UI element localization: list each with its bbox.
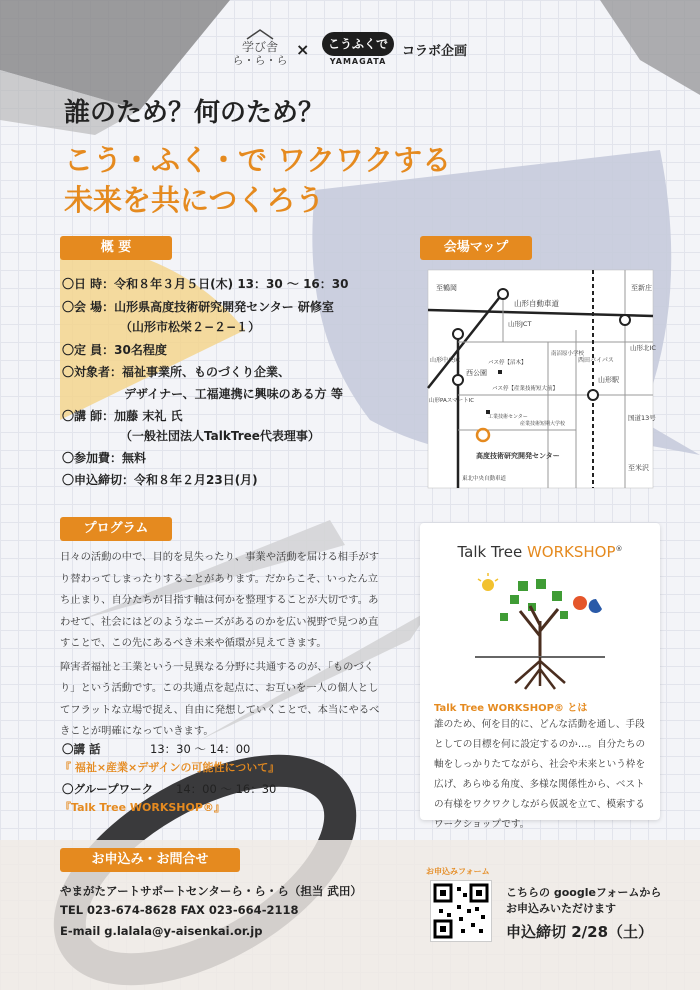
map-label-shinjo: 至新庄 <box>631 284 652 292</box>
koufukude-logo <box>322 32 394 66</box>
map-label-station: 山形駅 <box>598 376 619 384</box>
logo-left-bottom: ら・ら・ら <box>232 54 288 67</box>
session2-title: 『Talk Tree WORKSHOP®』 <box>60 801 225 814</box>
map-label-bus2: バス停【産業技術短大前】 <box>492 386 559 392</box>
overview-lecturer-org: （一般社団法人TalkTree代表理事） <box>120 429 320 443</box>
contact-email[interactable]: E-mail g.lalala@y-aisenkai.or.jp <box>60 924 263 938</box>
overview-target: 〇対象者：福祉事業所、ものづくり企業、 <box>62 365 291 379</box>
overview-capacity: 〇定 員：30名程度 <box>62 343 167 357</box>
form-deadline: 申込締切 2/28（土） <box>506 923 654 941</box>
overview-date: 〇日 時：令和８年３月５日(木) 13：30 〜 16：30 <box>62 277 349 291</box>
tree-icon <box>470 561 610 691</box>
venue-map <box>428 270 656 488</box>
session2-name: 〇グループワーク <box>62 782 154 796</box>
overview-lecturer: 〇講 師：加藤 末礼 氏 <box>62 409 183 423</box>
headline-line2: こう・ふく・で ワクワクする <box>64 143 452 177</box>
overview-address: （山形市松栄２−２−１） <box>120 320 261 334</box>
talktree-heading: Talk Tree WORKSHOP® とは <box>434 703 588 714</box>
contact-tel: TEL 023-674-8628 FAX 023-664-2118 <box>60 903 299 917</box>
map-label-tohoku-chuo: 東北中央自動車道 <box>462 476 507 482</box>
qr-code-icon <box>431 881 491 941</box>
talktree-logo-a: Talk Tree <box>457 543 527 561</box>
session1-time: 13：30 〜 14：00 <box>150 742 251 756</box>
contact-org: やまがたアートサポートセンターら・ら・ら（担当 武田） <box>60 884 362 898</box>
qr-code[interactable] <box>430 880 492 942</box>
contact-label: お申込み・お問合せ <box>60 848 240 872</box>
logo-right-sub: YAMAGATA <box>329 57 387 66</box>
program-label: プログラム <box>60 517 172 541</box>
map-label-nishikoen: 西公園 <box>466 369 487 377</box>
overview-venue: 〇会 場：山形県高度技術研究開発センター 研修室 <box>62 300 334 314</box>
overview-deadline: 〇申込締切：令和８年２月23日(月) <box>62 473 258 487</box>
talktree-logo-b: WORKSHOP <box>526 543 616 561</box>
program-paragraph-1: 日々の活動の中で、目的を見失ったり、事業や活動を届ける相手がすり替わってしまったりすることがあります。だからこそ、いったん立ち止まり、自分たちが目指す軸は何かを整理することが大切です。あわせて、社会にはどのようなニーズがあるのかを広い視野で見つめ直すことで、この先にあるべき未来や循環が見えてきます。 <box>60 551 379 649</box>
form-text-2: お申込みいただけます <box>506 902 616 915</box>
times-mark: × <box>296 40 310 59</box>
map-label-venue: 高度技術研究開発センター <box>476 452 560 460</box>
talktree-reg: ® <box>615 545 623 553</box>
map-label-jct: 山形JCT <box>508 320 532 328</box>
map-label-kita-ic: 山形北IC <box>630 344 656 352</box>
map-label-chuo-ic: 山形中央IC <box>430 357 460 364</box>
logo-left-top: 学び舎 <box>241 40 278 54</box>
house-icon <box>245 28 275 40</box>
map-label-bypass: 西田バイパス <box>578 357 614 364</box>
overview-label: 概 要 <box>60 236 172 260</box>
session1-name: 〇講 話 <box>62 742 101 756</box>
session1-title: 『 福祉×産業×デザインの可能性について』 <box>60 761 280 774</box>
program-text <box>60 547 380 745</box>
map-label-college: 産業技術短期大学校 <box>520 421 566 427</box>
map-label-bus1: バス停【沼木】 <box>488 360 527 366</box>
talktree-card <box>420 523 660 830</box>
lalala-logo <box>232 28 288 68</box>
headline-line3: 未来を共につくろう <box>64 183 325 217</box>
map-label-school: 南沼原小学校 <box>551 351 585 357</box>
map-label-tsuruoka: 至鶴岡 <box>436 284 457 292</box>
overview-target-cont: デザイナー、工福連携に興味のある方 等 <box>124 387 343 401</box>
map-label-smart-ic: 山形PAスマートIC <box>429 398 475 404</box>
program-paragraph-2: 障害者福祉と工業という一見異なる分野に共通するのが、「ものづくり」という活動です。この共通点を起点に、お互いを一人の個人としてフラットな立場で捉え、自由に発想していくことで、本当にやるべきことが明確になっていきます。 <box>60 660 380 737</box>
logo-right-main: こうふくで <box>322 32 394 56</box>
talktree-logo <box>420 543 660 561</box>
map-label-kogyo: 工業技術センター <box>488 414 528 420</box>
collab-label: コラボ企画 <box>402 44 468 59</box>
map-label: 会場マップ <box>420 236 532 260</box>
overview-fee: 〇参加費：無料 <box>62 451 147 465</box>
session2-time: 14：00 〜 16：30 <box>176 782 277 796</box>
talktree-body: 誰のため、何を目的に、どんな活動を通し、手段としての目標を何に設定するのか…。自分たちの軸をしっかりたてながら、社会や未来という枠を広げ、あらゆる角度、多様な関係性から、ベストの有様をワクワクしながら仮説を立て、模索するワークショップです。 <box>434 719 646 830</box>
headline-line1: 誰のため？何のため？ <box>64 98 325 128</box>
map-label-route13: 国道13号 <box>628 414 656 422</box>
map-label-yonezawa: 至米沢 <box>628 464 649 472</box>
map-label-expressway: 山形自動車道 <box>514 299 559 308</box>
form-label: お申込みフォーム <box>426 867 490 876</box>
form-text-1: こちらの googleフォームから <box>506 886 662 899</box>
